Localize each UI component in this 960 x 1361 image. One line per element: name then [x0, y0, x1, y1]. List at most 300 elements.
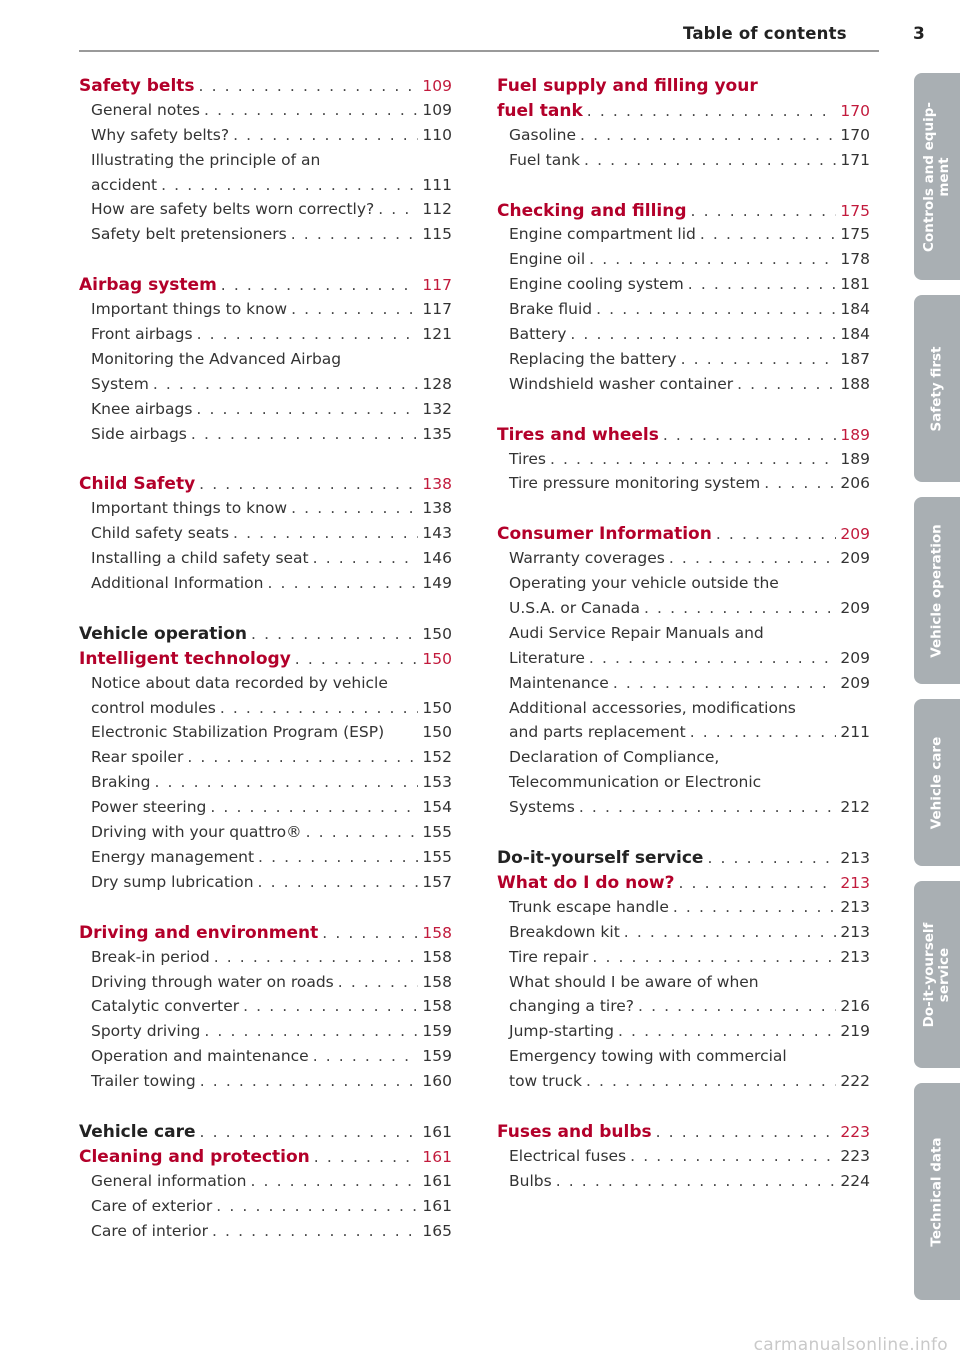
toc-entry[interactable] [79, 425, 452, 450]
toc-page-number: 209 [840, 673, 870, 692]
toc-page-number: 155 [422, 823, 452, 842]
section-tab[interactable] [914, 699, 960, 866]
toc-entry-title: Side airbags [91, 424, 187, 443]
toc-chapter-entry[interactable] [497, 1122, 870, 1147]
toc-entry-title: Power steering [91, 798, 207, 817]
toc-entry[interactable] [79, 699, 452, 724]
dot-leader [334, 973, 418, 991]
toc-entry[interactable] [79, 200, 452, 225]
toc-entry-title: How are safety belts worn correctly? [91, 200, 375, 219]
toc-entry[interactable] [497, 923, 870, 948]
dot-leader [712, 525, 836, 543]
dot-leader [733, 375, 836, 393]
dot-leader [696, 225, 836, 243]
dot-leader [669, 898, 836, 916]
dot-leader [609, 674, 836, 692]
toc-entry[interactable] [497, 1147, 870, 1172]
dot-leader [239, 997, 418, 1015]
toc-page-number: 213 [840, 849, 870, 868]
section-tab-label [922, 102, 952, 252]
dot-leader [552, 1172, 836, 1190]
toc-entry-title: Consumer Information [497, 524, 712, 545]
toc-entry[interactable] [497, 898, 870, 923]
section-tab-label [930, 736, 945, 829]
section-tab-label [930, 346, 945, 431]
toc-entry[interactable] [79, 973, 452, 998]
toc-page-number: 178 [840, 250, 870, 269]
toc-page-number: 189 [840, 449, 870, 468]
toc-entry-title: tow truck [509, 1072, 582, 1091]
toc-page-number: 158 [422, 947, 452, 966]
section-tab[interactable] [914, 1083, 960, 1300]
page-number: 3 [913, 24, 925, 44]
toc-entry-title: Replacing the battery [509, 349, 677, 368]
toc-entry[interactable] [79, 848, 452, 873]
section-gap [497, 499, 870, 524]
dot-leader [614, 1022, 836, 1040]
toc-entry[interactable] [497, 325, 870, 350]
dot-leader [675, 874, 837, 892]
toc-entry-title: Operation and maintenance [91, 1047, 309, 1066]
section-tab-label-line: Vehicle operation [928, 523, 945, 658]
toc-entry[interactable] [79, 375, 452, 400]
dot-leader [566, 325, 836, 343]
toc-entry-title: Breakdown kit [509, 922, 620, 941]
toc-page-number: 223 [840, 1146, 870, 1165]
toc-entry-title: Windshield washer container [509, 374, 734, 393]
toc-entry[interactable] [497, 1022, 870, 1047]
toc-page-number: 212 [840, 798, 870, 817]
toc-page-number: 213 [840, 947, 870, 966]
toc-entry[interactable] [79, 1022, 452, 1047]
toc-entry[interactable] [79, 1072, 452, 1097]
dot-leader [193, 325, 418, 343]
toc-entry-title: control modules [91, 698, 216, 717]
toc-entry-title: Rear spoiler [91, 748, 184, 767]
toc-page-number: 153 [422, 773, 452, 792]
toc-entry-title: Declaration of Compliance, [509, 748, 720, 767]
toc-page-number: 188 [840, 374, 870, 393]
section-tab-label [930, 1137, 945, 1246]
toc-entry[interactable] [79, 1197, 452, 1222]
toc-entry[interactable] [79, 823, 452, 848]
toc-page-number: 211 [840, 723, 870, 742]
toc-entry-title: Why safety belts? [91, 125, 230, 144]
toc-entry-title: changing a tire? [509, 997, 635, 1016]
toc-entry[interactable] [497, 225, 870, 250]
toc-entry[interactable] [79, 723, 452, 748]
toc-entry-title: Trailer towing [91, 1072, 196, 1091]
section-gap [79, 250, 452, 275]
dot-leader [309, 549, 418, 567]
toc-entry-title: Operating your vehicle outside the [509, 574, 779, 593]
toc-chapter-entry[interactable] [497, 425, 870, 450]
toc-page-number: 175 [840, 201, 870, 220]
toc-chapter-entry[interactable] [497, 873, 870, 898]
toc-page-number: 146 [422, 549, 452, 568]
toc-page-number: 150 [422, 624, 452, 643]
toc-entry [497, 773, 870, 798]
toc-entry-title: Tire pressure monitoring system [509, 474, 761, 493]
toc-entry [79, 674, 452, 699]
toc-page-number: 209 [840, 648, 870, 667]
toc-page-number: 150 [422, 723, 452, 742]
toc-page-number: 158 [422, 972, 452, 991]
toc-entry-title: Care of exterior [91, 1196, 213, 1215]
dot-leader [585, 649, 836, 667]
toc-page-number: 189 [840, 425, 870, 444]
toc-left-column [79, 76, 452, 1246]
section-tab[interactable] [914, 295, 960, 482]
toc-page-number: 170 [840, 125, 870, 144]
toc-entry-title: Dry sump lubrication [91, 872, 254, 891]
toc-entry-title: General information [91, 1171, 247, 1190]
toc-chapter-entry[interactable] [79, 1147, 452, 1172]
toc-entry[interactable] [79, 499, 452, 524]
toc-entry-title: Fuel supply and filling your [497, 76, 758, 96]
toc-entry[interactable] [497, 375, 870, 400]
toc-page-number: 170 [840, 101, 870, 120]
toc-entry[interactable] [497, 649, 870, 674]
toc-page-number: 143 [422, 524, 452, 543]
dot-leader [149, 375, 418, 393]
toc-entry-title: Trunk escape handle [509, 897, 669, 916]
toc-entry-title: Engine oil [509, 250, 586, 269]
section-gap [497, 823, 870, 848]
toc-page-number: 138 [422, 475, 452, 494]
dot-leader [200, 1022, 418, 1040]
toc-entry-title: Driving through water on roads [91, 972, 334, 991]
toc-page-number: 213 [840, 897, 870, 916]
section-tab-label [922, 922, 952, 1027]
dot-leader [684, 275, 836, 293]
toc-chapter-entry[interactable] [79, 474, 452, 499]
dot-leader [247, 625, 418, 643]
toc-entry[interactable] [79, 1047, 452, 1072]
toc-chapter-entry[interactable] [79, 76, 452, 101]
toc-page-number: 111 [422, 175, 452, 194]
toc-page-number: 159 [422, 1022, 452, 1041]
toc-entry[interactable] [497, 250, 870, 275]
toc-page-number: 150 [422, 698, 452, 717]
toc-page-number: 155 [422, 847, 452, 866]
toc-chapter-entry[interactable] [79, 624, 452, 649]
toc-entry [497, 748, 870, 773]
toc-entry-title: Intelligent technology [79, 648, 291, 669]
toc-entry[interactable] [79, 400, 452, 425]
toc-entry [497, 574, 870, 599]
dot-leader [229, 126, 418, 144]
toc-entry[interactable] [79, 1172, 452, 1197]
toc-entry-title: Jump-starting [509, 1022, 614, 1041]
section-tab[interactable] [914, 73, 960, 280]
toc-entry-title: Emergency towing with commercial [509, 1047, 787, 1066]
toc-entry[interactable] [79, 798, 452, 823]
toc-entry[interactable] [497, 948, 870, 973]
dot-leader [640, 599, 836, 617]
toc-entry-title: Driving with your quattro® [91, 823, 302, 842]
toc-entry-title: Cleaning and protection [79, 1146, 310, 1167]
dot-leader [183, 748, 418, 766]
toc-entry[interactable] [79, 300, 452, 325]
toc-page-number: 175 [840, 225, 870, 244]
toc-entry-title: Fuses and bulbs [497, 1121, 652, 1142]
dot-leader [150, 773, 418, 791]
toc-entry[interactable] [79, 948, 452, 973]
dot-leader [263, 574, 418, 592]
toc-entry-title: What should I be aware of when [509, 972, 759, 991]
dot-leader [210, 948, 418, 966]
toc-entry-title: Important things to know [91, 300, 288, 319]
toc-page-number: 213 [840, 873, 870, 892]
toc-page-number: 117 [422, 276, 452, 295]
toc-entry-title: Electronic Stabilization Program (ESP) [91, 723, 385, 742]
toc-page-number: 165 [422, 1221, 452, 1240]
section-gap [79, 599, 452, 624]
dot-leader [195, 475, 418, 493]
toc-entry-title: Knee airbags [91, 399, 193, 418]
dot-leader [592, 300, 836, 318]
dot-leader [157, 176, 418, 194]
toc-entry[interactable] [497, 599, 870, 624]
toc-entry[interactable] [79, 773, 452, 798]
toc-entry[interactable] [79, 101, 452, 126]
toc-page-number: 152 [422, 748, 452, 767]
toc-entry[interactable] [79, 748, 452, 773]
toc-page-number: 209 [840, 549, 870, 568]
toc-entry[interactable] [497, 798, 870, 823]
toc-chapter-entry[interactable] [79, 923, 452, 948]
toc-entry[interactable] [497, 674, 870, 699]
dot-leader [620, 923, 836, 941]
section-gap [79, 1097, 452, 1122]
toc-entry [79, 350, 452, 375]
dot-leader [187, 425, 418, 443]
toc-entry-title: Safety belts [79, 76, 195, 96]
dot-leader [588, 948, 836, 966]
section-tab-label-line: Technical data [928, 1136, 945, 1247]
dot-leader [585, 250, 836, 268]
section-tab-label-line: ment [936, 156, 952, 197]
toc-entry[interactable] [497, 997, 870, 1022]
dot-leader [760, 474, 836, 492]
dot-leader [216, 699, 418, 717]
dot-leader [318, 924, 418, 942]
dot-leader [192, 400, 418, 418]
toc-page-number: 161 [422, 1122, 452, 1141]
dot-leader [206, 798, 418, 816]
toc-entry-title: Brake fluid [509, 300, 593, 319]
section-gap [79, 898, 452, 923]
section-tab[interactable] [914, 881, 960, 1068]
toc-entry [79, 151, 452, 176]
toc-entry[interactable] [79, 524, 452, 549]
dot-leader [291, 650, 418, 668]
toc-page-number: 181 [840, 275, 870, 294]
toc-entry-title: Catalytic converter [91, 997, 240, 1016]
toc-entry-title: Child Safety [79, 474, 196, 495]
dot-leader [582, 1072, 836, 1090]
dot-leader [212, 1197, 418, 1215]
dot-leader [254, 848, 418, 866]
toc-page-number: 110 [422, 125, 452, 144]
toc-chapter-entry[interactable] [497, 524, 870, 549]
dot-leader [575, 798, 836, 816]
toc-page-number: 223 [840, 1122, 870, 1141]
toc-entry-title: Tires and wheels [497, 424, 659, 445]
dot-leader [195, 77, 418, 95]
toc-page-number: 161 [422, 1147, 452, 1166]
section-tab-label-line: Vehicle care [928, 736, 945, 829]
toc-entry[interactable] [497, 300, 870, 325]
toc-page-number: 219 [840, 1022, 870, 1041]
toc-entry-title: Safety belt pretensioners [91, 225, 287, 244]
toc-entry-title: Tires [509, 449, 546, 468]
toc-entry [497, 1047, 870, 1072]
toc-entry[interactable] [497, 275, 870, 300]
toc-page-number: 158 [422, 923, 452, 942]
toc-entry[interactable] [497, 723, 870, 748]
toc-entry[interactable] [497, 151, 870, 176]
toc-page-number: 224 [840, 1171, 870, 1190]
toc-entry-title: accident [91, 175, 158, 194]
toc-entry [497, 624, 870, 649]
toc-entry[interactable] [79, 325, 452, 350]
toc-entry[interactable] [79, 1222, 452, 1247]
toc-page-number: 135 [422, 424, 452, 443]
toc-entry[interactable] [497, 126, 870, 151]
section-gap [79, 449, 452, 474]
dot-leader [576, 126, 836, 144]
toc-entry-title: Additional accessories, modifications [509, 698, 796, 717]
dot-leader [208, 1222, 418, 1240]
toc-page-number: 206 [840, 474, 870, 493]
toc-page-number: 109 [422, 77, 452, 95]
toc-entry-title: Vehicle care [79, 1121, 196, 1142]
dot-leader [309, 1047, 418, 1065]
dot-leader [634, 997, 836, 1015]
dot-leader [583, 102, 836, 120]
section-tab[interactable] [914, 497, 960, 684]
section-tab-label [930, 524, 945, 657]
toc-entry[interactable] [79, 176, 452, 201]
dot-leader [686, 723, 836, 741]
toc-page-number: 138 [422, 499, 452, 518]
toc-entry-title: Front airbags [91, 325, 193, 344]
toc-entry[interactable] [79, 126, 452, 151]
toc-entry[interactable] [497, 350, 870, 375]
toc-page-number: 149 [422, 574, 452, 593]
toc-right-column [497, 76, 870, 1197]
toc-page-number: 184 [840, 300, 870, 319]
toc-entry[interactable] [79, 549, 452, 574]
dot-leader [687, 202, 836, 220]
toc-entry[interactable] [79, 225, 452, 250]
dot-leader [287, 300, 418, 318]
toc-entry-title: System [91, 374, 149, 393]
toc-page-number: 112 [422, 200, 452, 219]
toc-entry-title: Telecommunication or Electronic [509, 773, 762, 792]
toc-entry-title: Driving and environment [79, 922, 319, 943]
toc-entry-title: Do-it-yourself service [497, 848, 704, 869]
dot-leader [546, 450, 836, 468]
toc-entry-title: Engine compartment lid [509, 225, 696, 244]
toc-page-number: 161 [422, 1171, 452, 1190]
dot-leader [254, 873, 418, 891]
toc-chapter-entry[interactable] [497, 848, 870, 873]
toc-entry-title: Additional Information [91, 574, 264, 593]
section-tab-label-line: Safety first [928, 346, 945, 431]
toc-entry [497, 973, 870, 998]
toc-page-number: 209 [840, 599, 870, 618]
toc-entry[interactable] [497, 474, 870, 499]
toc-entry[interactable] [497, 450, 870, 475]
toc-entry[interactable] [497, 1172, 870, 1197]
toc-entry-title: Child safety seats [91, 524, 230, 543]
section-gap [497, 400, 870, 425]
toc-entry [497, 699, 870, 724]
toc-entry[interactable] [79, 574, 452, 599]
toc-entry-title: Energy management [91, 847, 255, 866]
toc-chapter-entry[interactable] [497, 201, 870, 226]
toc-page-number: 187 [840, 349, 870, 368]
running-title: Table of contents [683, 24, 847, 43]
toc-page-number: 160 [422, 1072, 452, 1091]
toc-entry-title: Audi Service Repair Manuals and [509, 623, 764, 642]
toc-chapter-entry[interactable] [497, 101, 870, 126]
dot-leader [665, 549, 836, 567]
toc-page-number: 158 [422, 997, 452, 1016]
toc-page-number: 115 [422, 225, 452, 244]
toc-entry-title: Engine cooling system [509, 275, 684, 294]
toc-entry-title: Bulbs [509, 1171, 552, 1190]
toc-entry-title: Electrical fuses [509, 1146, 627, 1165]
dot-leader [196, 1123, 418, 1141]
dot-leader [703, 849, 836, 867]
toc-entry-title: Sporty driving [91, 1022, 201, 1041]
dot-leader [677, 350, 836, 368]
toc-entry-title: Important things to know [91, 499, 288, 518]
section-tab-label-line: Do-it-yourself [921, 922, 937, 1027]
dot-leader [659, 426, 836, 444]
toc-page-number: 157 [422, 872, 452, 891]
toc-chapter-entry [497, 76, 870, 101]
toc-entry-title: General notes [91, 100, 201, 119]
toc-page-number: 222 [840, 1072, 870, 1091]
toc-page-number: 213 [840, 922, 870, 941]
dot-leader [246, 1172, 418, 1190]
toc-entry-title: Illustrating the principle of an [91, 150, 321, 169]
toc-entry[interactable] [497, 1072, 870, 1097]
toc-entry-title: Airbag system [79, 275, 217, 296]
toc-entry-title: Monitoring the Advanced Airbag [91, 349, 342, 368]
toc-page-number: 150 [422, 649, 452, 668]
dot-leader [229, 524, 418, 542]
watermark: carmanualsonline.info [753, 1335, 948, 1355]
toc-chapter-entry[interactable] [79, 1122, 452, 1147]
toc-chapter-entry[interactable] [79, 275, 452, 300]
section-tab-label-line: service [936, 947, 952, 1002]
toc-entry-title: U.S.A. or Canada [509, 599, 640, 618]
toc-entry[interactable] [79, 997, 452, 1022]
toc-entry[interactable] [79, 873, 452, 898]
toc-chapter-entry[interactable] [79, 649, 452, 674]
section-gap [497, 176, 870, 201]
toc-page-number: 159 [422, 1047, 452, 1066]
toc-entry[interactable] [497, 549, 870, 574]
toc-page-number: 209 [840, 525, 870, 544]
dot-leader [310, 1148, 418, 1166]
